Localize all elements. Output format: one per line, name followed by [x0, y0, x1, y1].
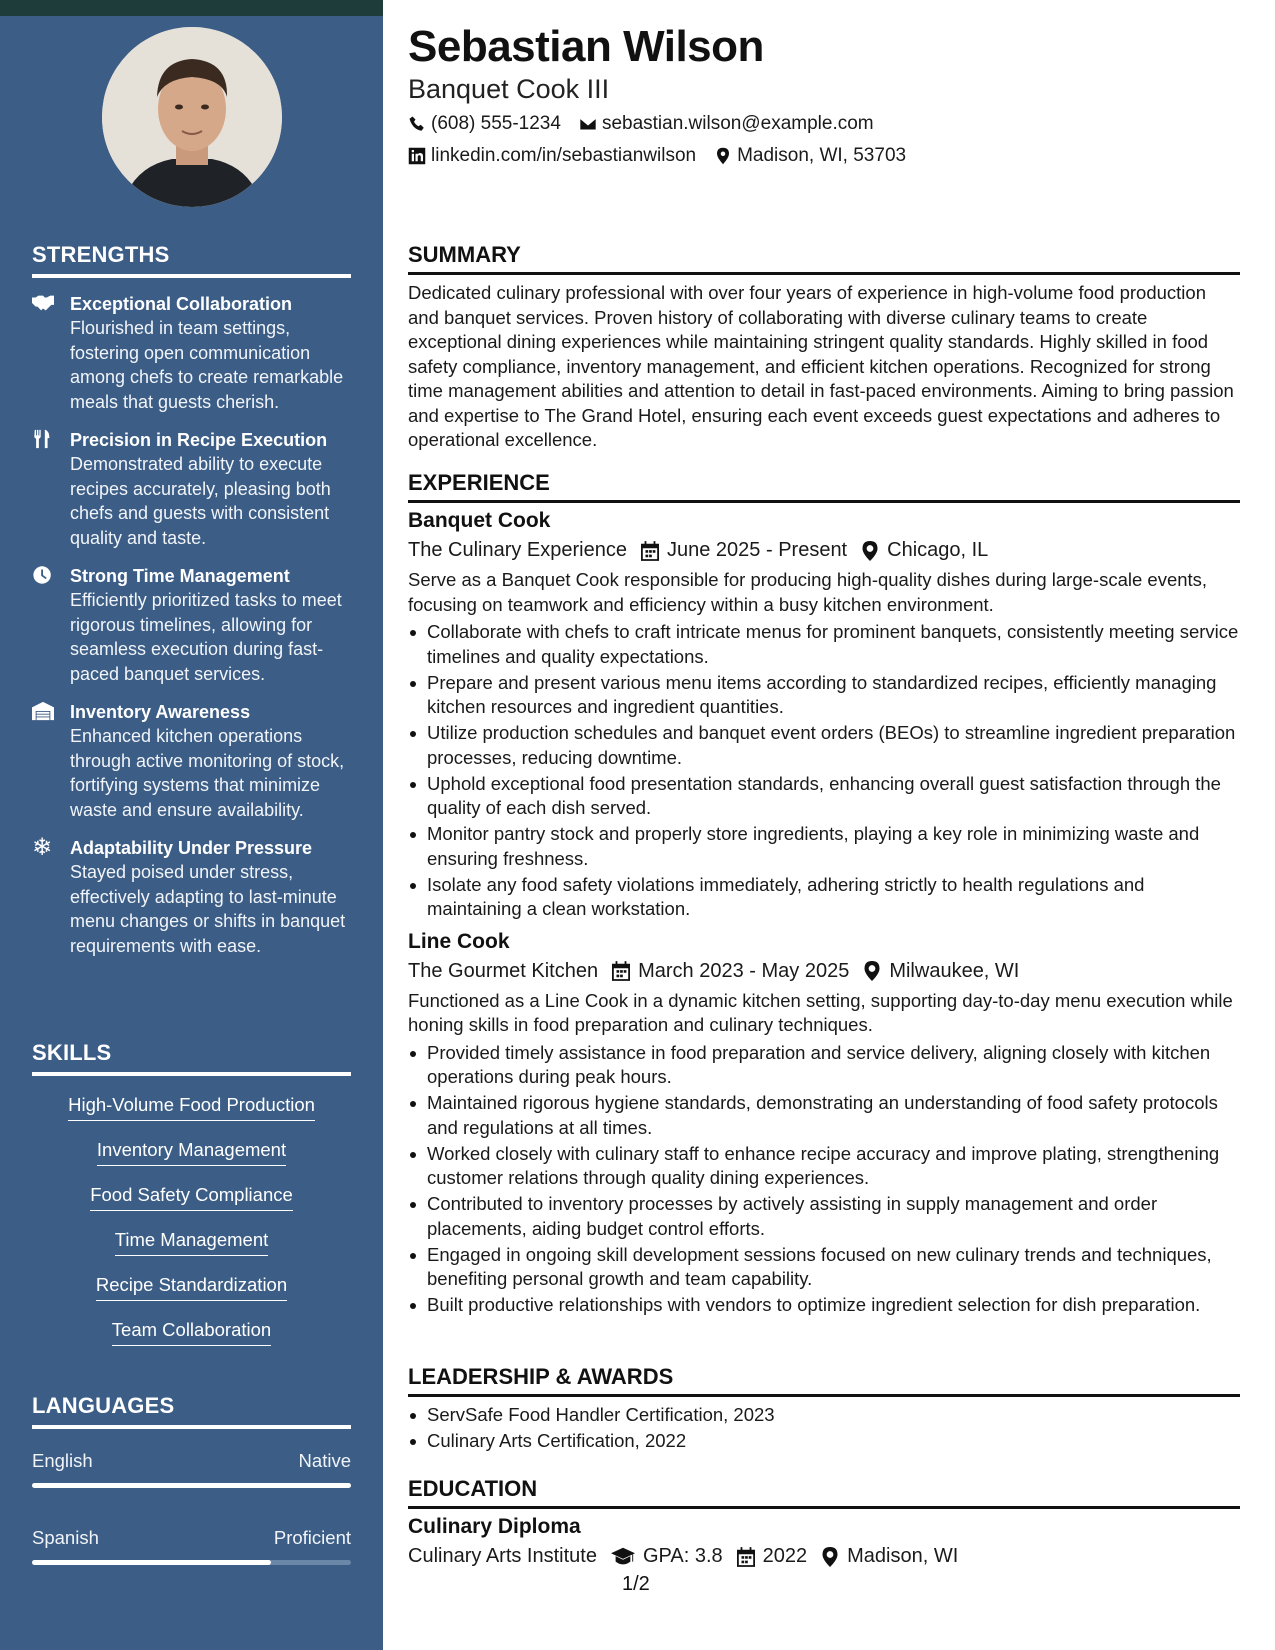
language-bar [32, 1560, 351, 1565]
job-location: Milwaukee, WI [889, 959, 1020, 982]
warehouse-icon [32, 700, 70, 822]
award-item: ServSafe Food Handler Certification, 2023 [408, 1403, 1240, 1428]
experience-heading: EXPERIENCE [408, 470, 1240, 503]
strength-item [32, 700, 351, 822]
bullet-item: Uphold exceptional food presentation standards, enhancing overall guest satisfaction through the quality of each dish served. [408, 772, 1240, 821]
company-name: The Culinary Experience [408, 539, 627, 561]
bullet-item: Contributed to inventory processes by actively assisting in supply management and order placements, aiding budget control efforts. [408, 1192, 1240, 1241]
clock-icon [32, 564, 70, 686]
education-heading: EDUCATION [408, 1476, 1240, 1509]
strength-title: Exceptional Collaboration [70, 294, 293, 314]
language-level: Proficient [273, 1527, 351, 1548]
job-location: Chicago, IL [887, 539, 989, 561]
profile-photo [102, 27, 282, 207]
summary-text: Dedicated culinary professional with over four years of experience in high-volume food production and banquet services. Proven history of collaborating with diverse culinary teams to create exceptional dining experiences while maintaining stringent quality standards. Highly skilled in food safety compliance, inventory management, and efficient kitchen operations. Recognized for strong time management abilities and attention to detail in fast-paced environments. Aiming to bring passion and expertise to The Grand Hotel, ensuring each event exceeds guest expectations and adheres to operational excellence. [408, 282, 1234, 450]
bullet-item: Utilize production schedules and banquet event orders (BEOs) to streamline ingredient preparation processes, reducing downtime. [408, 721, 1240, 770]
strengths-heading: STRENGTHS [32, 242, 351, 278]
linkedin-contact[interactable]: linkedin.com/in/sebastianwilson [408, 145, 696, 167]
job-bullets [408, 1041, 1240, 1318]
phone-contact[interactable]: (608) 555-1234 [408, 113, 561, 135]
bullet-item: Provided timely assistance in food preparation and service delivery, aligning closely with kitchen operations during peak hours. [408, 1041, 1240, 1090]
job-dates: March 2023 - May 2025 [638, 959, 850, 982]
gpa: GPA: 3.8 [642, 1545, 723, 1567]
bullet-item: Collaborate with chefs to craft intricate menus for prominent banquets, consistently meeting service timelines and quality expectations. [408, 620, 1240, 669]
strength-item [32, 428, 351, 550]
candidate-title: Banquet Cook III [408, 74, 610, 104]
job-entry [408, 930, 1240, 1318]
language-bar-fill [32, 1483, 351, 1488]
skill-item: Inventory Management [32, 1138, 351, 1166]
avatar [102, 27, 282, 207]
map-pin-icon [714, 147, 732, 165]
award-item: Culinary Arts Certification, 2022 [408, 1429, 1240, 1454]
calendar-icon [612, 961, 630, 981]
skill-item: Time Management [32, 1228, 351, 1256]
bullet-item: Monitor pantry stock and properly store ingredients, playing a key role in minimizing waste and ensuring freshness. [408, 822, 1240, 871]
strength-description: Efficiently prioritized tasks to meet rigorous timelines, allowing for seamless execution during fast-paced banquet services. [70, 590, 342, 684]
bullet-item: Maintained rigorous hygiene standards, demonstrating an understanding of food safety protocols and regulations at all times. [408, 1091, 1240, 1140]
graduation-cap-icon [611, 1547, 635, 1567]
degree-title: Culinary Diploma [408, 1515, 581, 1538]
skill-item: High-Volume Food Production [32, 1093, 351, 1121]
language-item [32, 1526, 351, 1565]
language-name: Spanish [32, 1527, 99, 1548]
job-meta [408, 960, 1240, 983]
contact-row [408, 145, 924, 167]
strength-item [32, 836, 351, 958]
job-bullets [408, 620, 1240, 922]
job-title: Line Cook [408, 929, 510, 953]
job-dates: June 2025 - Present [667, 539, 848, 561]
skill-item: Food Safety Compliance [32, 1183, 351, 1211]
skill-item: Recipe Standardization [32, 1273, 351, 1301]
strength-title: Strong Time Management [70, 566, 290, 586]
calendar-icon [737, 1547, 755, 1567]
snowflake-icon: ❄ [32, 834, 53, 861]
phone-icon [408, 115, 426, 133]
strength-item [32, 564, 351, 686]
strength-description: Flourished in team settings, fostering open communication among chefs to create remarkable meals that guests cherish. [70, 318, 344, 412]
job-meta [408, 539, 1240, 562]
bullet-item: Prepare and present various menu items according to standardized recipes, efficiently managing kitchen resources and ingredient quantities. [408, 671, 1240, 720]
skills-heading: SKILLS [32, 1040, 351, 1076]
map-pin-icon [821, 1547, 839, 1567]
awards-list [408, 1403, 1240, 1454]
company-name: The Gourmet Kitchen [408, 959, 599, 982]
education-section [408, 1476, 1240, 1568]
language-name: English [32, 1450, 93, 1471]
job-entry [408, 509, 1240, 922]
page-number: 1/2 [622, 1573, 650, 1595]
summary-section [408, 242, 1240, 453]
handshake-icon [32, 292, 70, 414]
skills-section [32, 1040, 351, 1346]
school-name: Culinary Arts Institute [408, 1545, 597, 1567]
language-level: Native [298, 1450, 351, 1471]
strength-title: Inventory Awareness [70, 702, 251, 722]
calendar-icon [641, 541, 659, 561]
graduation-year: 2022 [762, 1545, 808, 1567]
strength-title: Precision in Recipe Execution [70, 430, 328, 450]
candidate-name: Sebastian Wilson [408, 22, 764, 71]
languages-heading: LANGUAGES [32, 1393, 351, 1429]
skill-item: Team Collaboration [32, 1318, 351, 1346]
strength-description: Enhanced kitchen operations through active monitoring of stock, fortifying systems that minimize waste and ensure availability. [70, 726, 345, 820]
map-pin-icon [861, 541, 879, 561]
strength-description: Demonstrated ability to execute recipes accurately, pleasing both chefs and guests with consistent quality and taste. [70, 454, 331, 548]
strength-title: Adaptability Under Pressure [70, 838, 313, 858]
map-pin-icon [863, 961, 881, 981]
job-description: Serve as a Banquet Cook responsible for producing high-quality dishes during large-scale events, focusing on teamwork and efficiency within a busy kitchen environment. [408, 569, 1208, 615]
bullet-item: Isolate any food safety violations immediately, adhering strictly to health regulations and maintaining a clean workstation. [408, 873, 1240, 922]
contact-row [408, 113, 892, 135]
strength-item [32, 292, 351, 414]
strengths-section [32, 242, 351, 958]
strength-description: Stayed poised under stress, effectively adapting to last-minute menu changes or shifts in banquet requirements with ease. [70, 862, 346, 956]
job-description: Functioned as a Line Cook in a dynamic kitchen setting, supporting day-to-day menu execution while honing skills in food preparation and culinary techniques. [408, 989, 1233, 1035]
experience-section [408, 470, 1240, 1318]
awards-heading: LEADERSHIP & AWARDS [408, 1364, 1240, 1397]
utensils-icon [32, 428, 70, 550]
envelope-icon [579, 115, 597, 133]
location-contact: Madison, WI, 53703 [714, 145, 906, 167]
summary-heading: SUMMARY [408, 242, 1240, 275]
job-title: Banquet Cook [408, 509, 551, 532]
sidebar [0, 0, 383, 1650]
bullet-item: Worked closely with culinary staff to enhance recipe accuracy and improve plating, strengthening customer relations through quality dining experiences. [408, 1142, 1240, 1191]
language-item [32, 1449, 351, 1488]
languages-section [32, 1393, 351, 1565]
language-bar-fill [32, 1560, 271, 1565]
education-location: Madison, WI [847, 1545, 959, 1567]
language-bar [32, 1483, 351, 1488]
bullet-item: Built productive relationships with vendors to optimize ingredient selection for dish preparation. [408, 1293, 1240, 1318]
awards-section [408, 1364, 1240, 1454]
email-contact[interactable]: sebastian.wilson@example.com [579, 113, 874, 135]
education-meta [408, 1545, 1240, 1568]
bullet-item: Engaged in ongoing skill development sessions focused on new culinary trends and techniques, benefiting personal growth and team capability. [408, 1243, 1240, 1292]
linkedin-icon [408, 147, 426, 165]
sidebar-top-bar [0, 0, 383, 16]
